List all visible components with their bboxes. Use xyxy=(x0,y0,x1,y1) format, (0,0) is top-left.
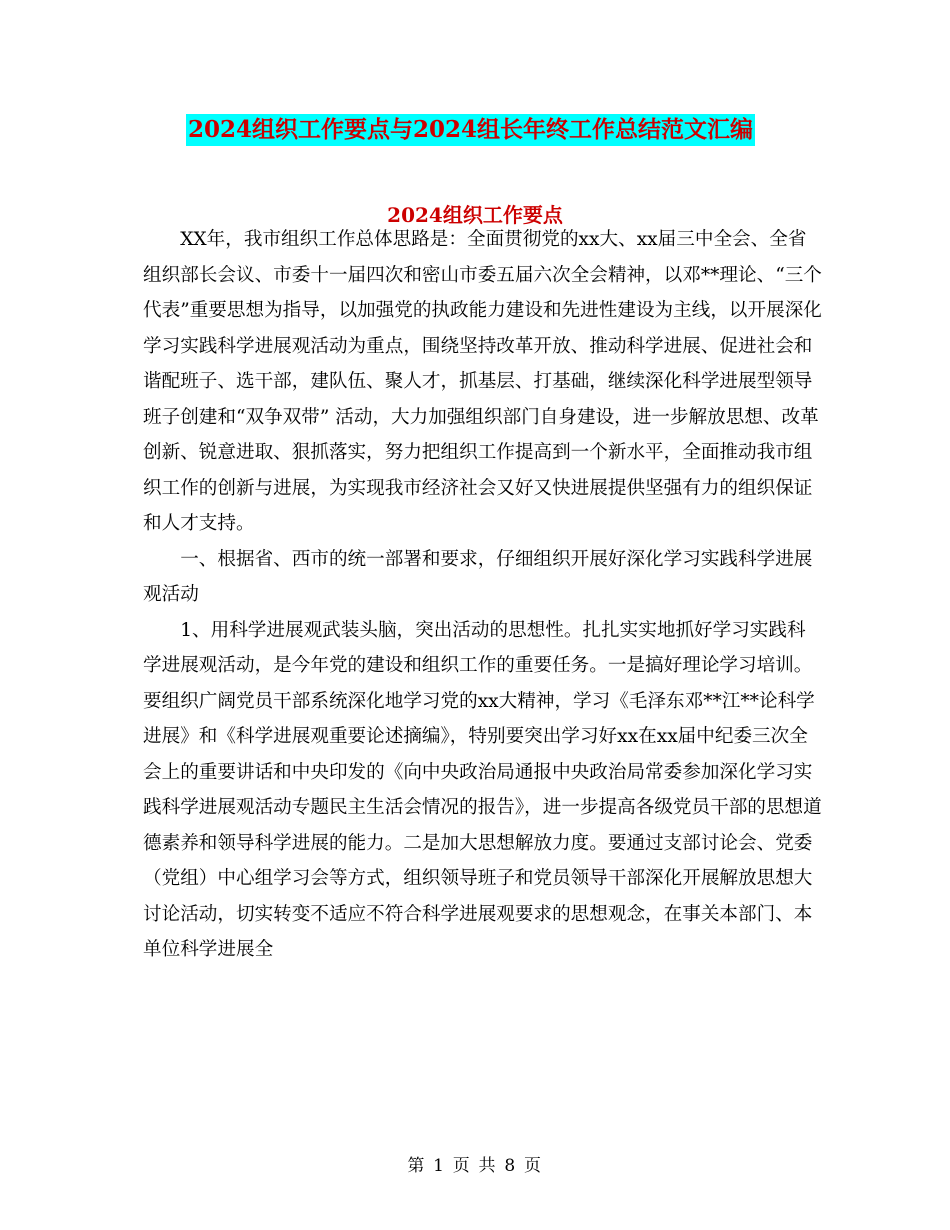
page-footer: 第 1 页 共 8 页 xyxy=(407,1156,543,1176)
document-body xyxy=(143,222,823,968)
paragraph-intro: XX年，我市组织工作总体思路是：全面贯彻党的xx大、xx届三中全会、全省组织部长会议、市委十一届四次和密山市委五届六次全会精神，以邓**理论、“三个代表”重要思想为指导，以加强党的执政能力建设和先进性建设为主线，以开展深化学习实践科学进展观活动为重点，围绕坚持改革开放、推动科学进展、促进社会和谐配班子、选干部，建队伍、聚人才，抓基层、打基础，继续深化科学进展型领导班子创建和“双争双带” 活动，大力加强组织部门自身建设，进一步解放思想、改革创新、锐意进取、狠抓落实，努力把组织工作提高到一个新水平，全面推动我市组织工作的创新与进展，为实现我市经济社会又好又快进展提供坚强有力的组织保证和人才支持。 xyxy=(143,229,822,534)
section-title: 2024组织工作要点 xyxy=(387,203,563,227)
paragraph-heading-1: 一、根据省、西市的统一部署和要求，仔细组织开展好深化学习实践科学进展观活动 xyxy=(143,548,813,605)
document-title: 2024组织工作要点与2024组长年终工作总结范文汇编 xyxy=(186,114,755,146)
paragraph-item-1: 1、用科学进展观武装头脑，突出活动的思想性。扎扎实实地抓好学习实践科学进展观活动，是今年党的建设和组织工作的重要任务。一是搞好理论学习培训。要组织广阔党员干部系统深化地学习党的xx大精神，学习《毛泽东邓**江**论科学进展》和《科学进展观重要论述摘编》，特别要突出学习好xx在xx届中纪委三次全会上的重要讲话和中央印发的《向中央政治局通报中央政治局常委参加深化学习实践科学进展观活动专题民主生活会情况的报告》，进一步提高各级党员干部的思想道德素养和领导科学进展的能力。二是加大思想解放力度。要通过支部讨论会、党委（党组）中心组学习会等方式，组织领导班子和党员领导干部深化开展解放思想大讨论活动，切实转变不适应不符合科学进展观要求的思想观念，在事关本部门、本单位科学进展全 xyxy=(143,619,822,960)
